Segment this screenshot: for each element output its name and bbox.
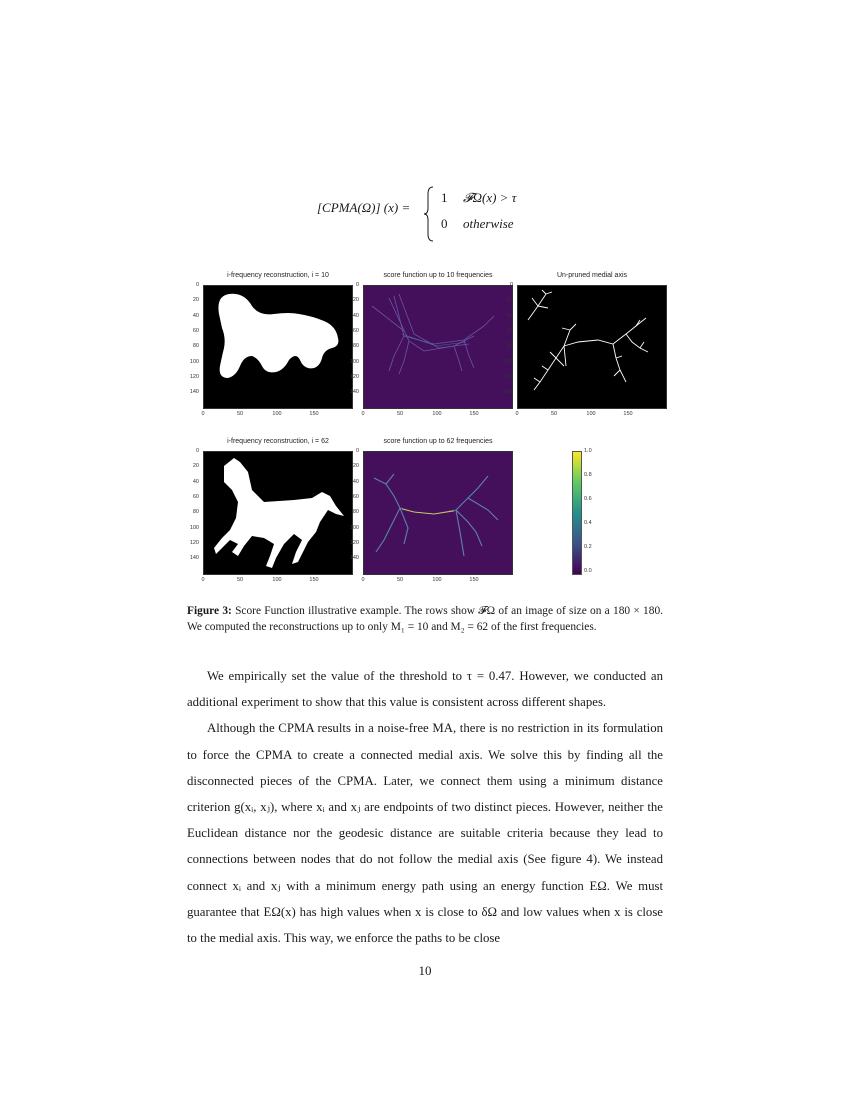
x-tick-label: 100 [432, 577, 442, 583]
y-tick-label: 140 [189, 389, 199, 396]
y-tick-label: 140 [503, 389, 513, 396]
colorbar-tick-label: 0.4 [584, 520, 592, 526]
y-tick-label: 60 [506, 327, 513, 334]
x-tick-label: 150 [309, 577, 319, 583]
y-tick-label: 40 [192, 312, 199, 319]
y-tick-label: 80 [506, 343, 513, 350]
y-tick-label: 20 [506, 297, 513, 304]
x-tick-label: 0 [515, 411, 519, 417]
colorbar-tick-label: 0.6 [584, 496, 592, 502]
x-tick-label: 100 [432, 411, 442, 417]
y-tick-label: 0 [509, 282, 513, 288]
x-tick-label: 50 [550, 411, 558, 417]
colorbar-tick-label: 0.2 [584, 544, 592, 550]
equation-lhs: [CPMA(Ω)] (x) = [317, 200, 411, 215]
left-brace [423, 186, 435, 242]
colorbar [572, 451, 582, 575]
y-tick-label: 100 [349, 358, 359, 365]
medial-axis-image [517, 285, 667, 409]
y-tick-label: 60 [192, 327, 199, 334]
x-tick-label: 50 [236, 411, 244, 417]
y-tick-label: 40 [506, 312, 513, 319]
y-tick-label: 100 [189, 524, 199, 531]
y-tick-label: 0 [195, 448, 199, 454]
y-tick-label: 60 [352, 327, 359, 334]
colorbar-tick-label: 0.8 [584, 472, 592, 478]
x-tick-label: 50 [396, 411, 404, 417]
x-tick-label: 150 [469, 411, 479, 417]
paragraph-1: We empirically set the value of the threshold to τ = 0.47. However, we conducted an additional experiment to show that this value is consistent across different shapes. [187, 669, 663, 710]
x-tick-label: 0 [361, 577, 365, 583]
equation-case-1: 1 𝓕Ω(x) > τ [441, 190, 517, 205]
caption-label: Figure 3: [187, 605, 232, 617]
x-tick-label: 100 [272, 411, 282, 417]
y-tick-label: 60 [352, 493, 359, 500]
y-tick-label: 100 [503, 358, 513, 365]
panel-title: i-frequency reconstruction, i = 62 [227, 438, 329, 445]
y-tick-label: 20 [192, 463, 199, 470]
y-tick-label: 0 [355, 448, 359, 454]
y-tick-label: 40 [352, 478, 359, 485]
y-tick-label: 140 [349, 555, 359, 562]
x-tick-label: 50 [236, 577, 244, 583]
x-tick-label: 100 [586, 411, 596, 417]
score-image-10 [363, 285, 513, 409]
score-image-62 [363, 451, 513, 575]
page-number: 10 [418, 963, 432, 978]
x-tick-label: 150 [309, 411, 319, 417]
y-tick-label: 60 [192, 493, 199, 500]
caption-text: Score Function illustrative example. The rows show 𝓕Ω of an image of size on a 180 × 180. We computed the reconstructions up to only M₁ = 10 and M₂ = 62 of the first frequencies. [187, 605, 663, 633]
x-tick-label: 150 [469, 577, 479, 583]
x-tick-label: 0 [361, 411, 365, 417]
body-text [187, 663, 663, 951]
y-tick-label: 120 [349, 539, 359, 546]
x-tick-label: 150 [623, 411, 633, 417]
y-tick-label: 80 [352, 509, 359, 516]
panel-title: Un-pruned medial axis [556, 272, 628, 279]
y-tick-label: 80 [192, 509, 199, 516]
x-tick-label: 50 [396, 577, 404, 583]
y-tick-label: 120 [189, 539, 199, 546]
panel-title: score function up to 62 frequencies [383, 438, 493, 445]
y-tick-label: 20 [192, 297, 199, 304]
paragraph-2: Although the CPMA results in a noise-free MA, there is no restriction in its formulation to force the CPMA to create a connected medial axis. We solve this by finding all the disconnected pieces of the CPMA. Later, we connect them using a minimum distance criterion g(xᵢ, xⱼ), where xᵢ and xⱼ are endpoints of two distinct pieces. However, neither the Euclidean distance nor the geodesic distance are suitable criteria because they lead to connections between nodes that do not follow the medial axis (See figure 4). We instead connect xᵢ and xⱼ with a minimum energy path using an energy function EΩ. We must guarantee that EΩ(x) has high values when x is close to δΩ and low values when x is close to the medial axis. This way, we enforce the paths to be close [187, 721, 663, 946]
y-tick-label: 120 [349, 373, 359, 380]
y-tick-label: 80 [192, 343, 199, 350]
colorbar-tick-label: 1.0 [584, 448, 592, 454]
y-tick-label: 100 [349, 524, 359, 531]
panel-title: score function up to 10 frequencies [383, 272, 493, 279]
panel-title: i-frequency reconstruction, i = 10 [227, 272, 329, 279]
y-tick-label: 140 [189, 555, 199, 562]
y-tick-label: 140 [349, 389, 359, 396]
y-tick-label: 100 [189, 358, 199, 365]
x-tick-label: 100 [272, 577, 282, 583]
y-tick-label: 40 [352, 312, 359, 319]
y-tick-label: 80 [352, 343, 359, 350]
y-tick-label: 120 [503, 373, 513, 380]
equation-case-2: 0 otherwise [441, 216, 514, 231]
cpma-equation [317, 186, 557, 242]
y-tick-label: 20 [352, 297, 359, 304]
y-tick-label: 40 [192, 478, 199, 485]
x-tick-label: 0 [201, 411, 205, 417]
y-tick-label: 0 [355, 282, 359, 288]
figure-caption [187, 603, 663, 635]
x-tick-label: 0 [201, 577, 205, 583]
reconstruction-image-62 [203, 451, 353, 575]
y-tick-label: 0 [195, 282, 199, 288]
colorbar-tick-label: 0.0 [584, 568, 592, 574]
reconstruction-image [203, 285, 353, 409]
y-tick-label: 20 [352, 463, 359, 470]
y-tick-label: 120 [189, 373, 199, 380]
